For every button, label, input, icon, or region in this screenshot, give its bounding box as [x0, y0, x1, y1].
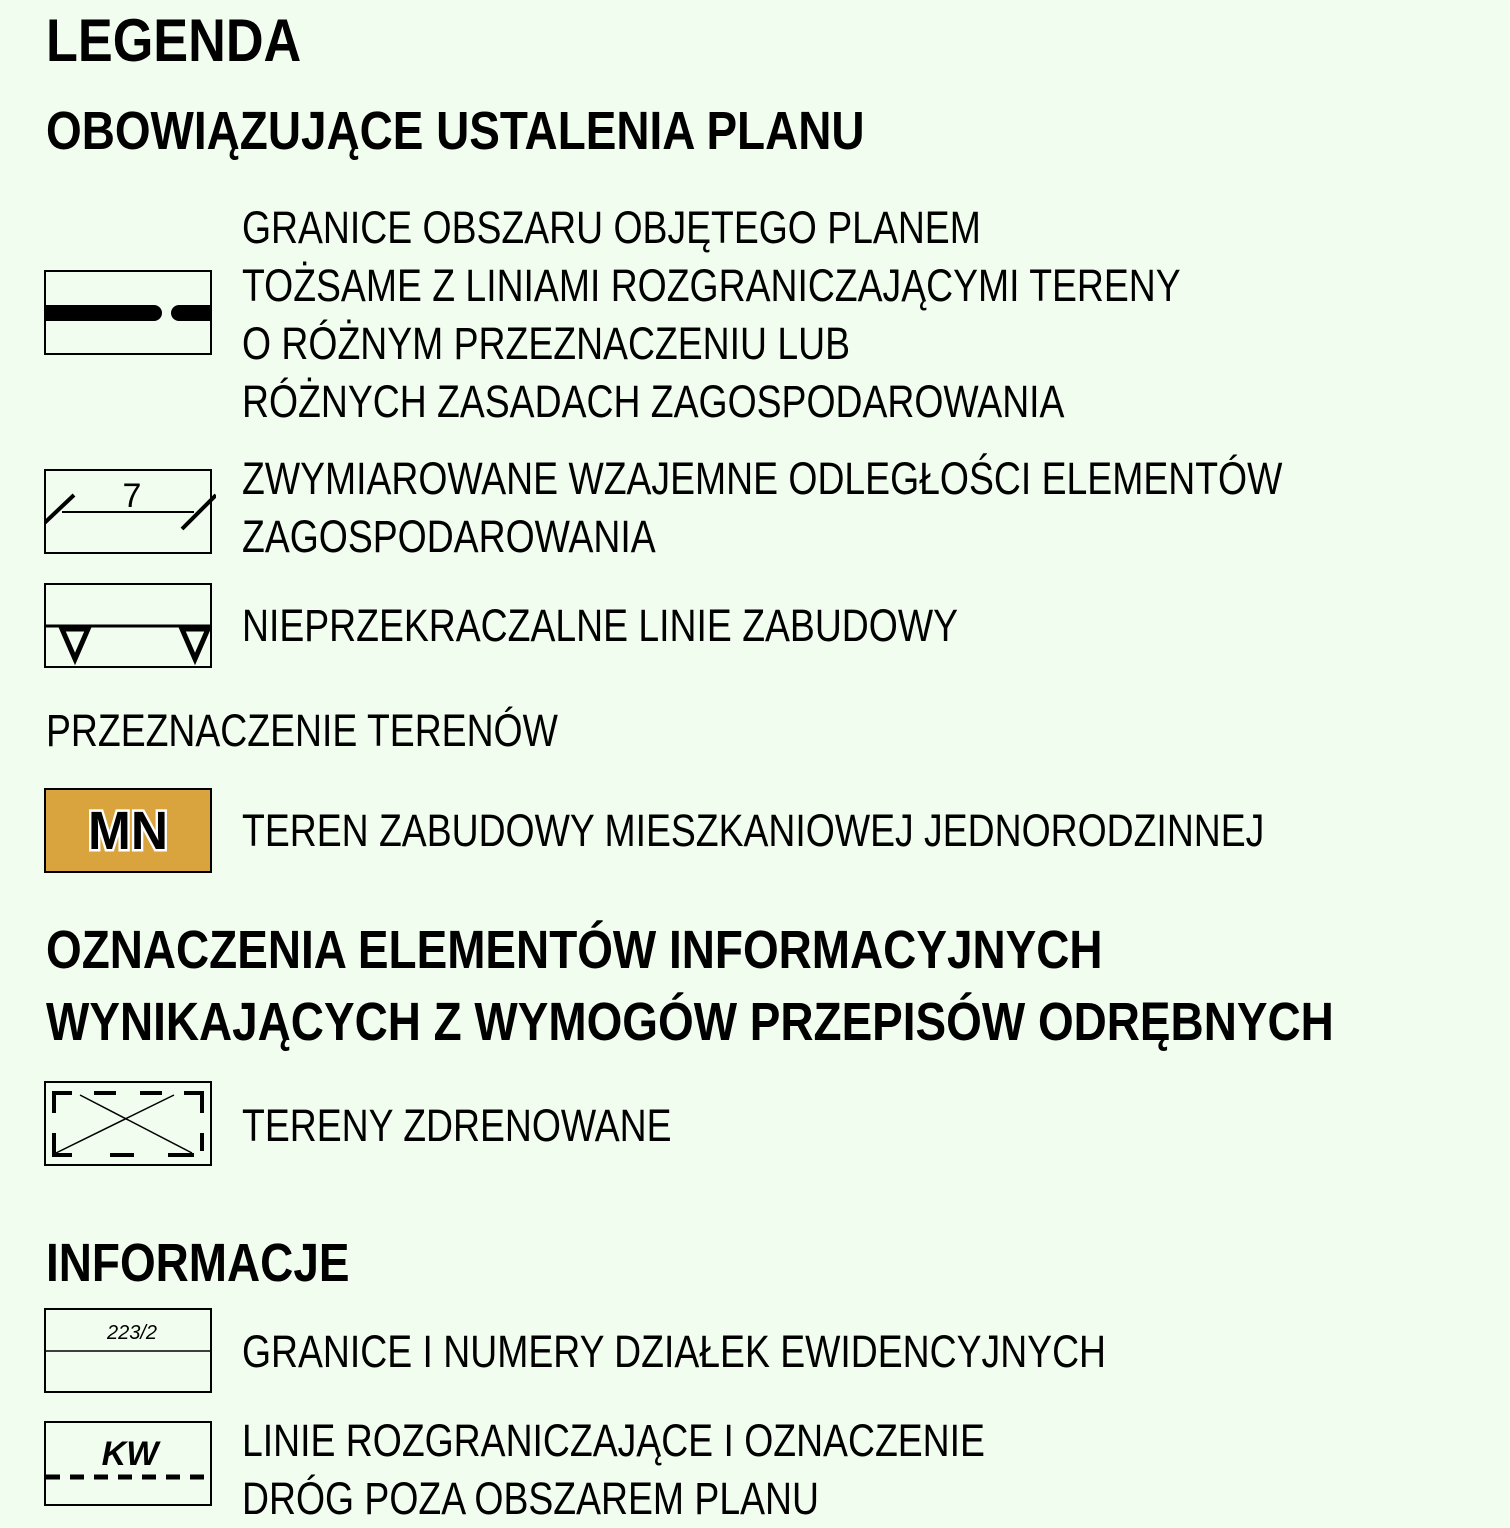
dimension-line-2: ZAGOSPODAROWANIA	[242, 511, 656, 562]
drained-label: TERENY ZDRENOWANE	[242, 1100, 672, 1151]
section-heading-binding: OBOWIĄZUJĄCE USTALENIA PLANU	[46, 101, 865, 161]
legend-title: LEGENDA	[46, 7, 302, 74]
section-heading-info: INFORMACJE	[46, 1233, 350, 1293]
mn-label: TEREN ZABUDOWY MIESZKANIOWEJ JEDNORODZINNEJ	[242, 805, 1265, 856]
roads-line-1: LINIE ROZGRANICZAJĄCE I OZNACZENIE	[242, 1415, 985, 1466]
parcel-number: 223/2	[106, 1322, 158, 1344]
roads-line-2: DRÓG POZA OBSZAREM PLANU	[242, 1473, 819, 1524]
road-code: KW	[101, 1435, 159, 1473]
building-line-label: NIEPRZEKRACZALNE LINIE ZABUDOWY	[242, 600, 959, 651]
dimension-line-1: ZWYMIAROWANE WZAJEMNE ODLEGŁOŚCI ELEMENTÓW	[242, 453, 1283, 504]
plan-boundary-line-1: GRANICE OBSZARU OBJĘTEGO PLANEM	[242, 202, 981, 253]
building-line-triangles-icon	[44, 583, 212, 667]
plan-boundary-line-3: O RÓŻNYM PRZEZNACZENIU LUB	[242, 318, 851, 369]
dimension-description	[242, 450, 1282, 566]
dimension-value: 7	[122, 477, 142, 515]
land-use-heading: PRZEZNACZENIE TERENÓW	[46, 705, 558, 756]
parcel-boundary-icon	[44, 1308, 212, 1392]
plan-boundary-description	[242, 199, 1181, 431]
mn-zone-swatch	[44, 788, 212, 872]
plan-boundary-line-2: TOŻSAME Z LINIAMI ROZGRANICZAJĄCYMI TERENY	[242, 260, 1181, 311]
drained-area-icon	[44, 1081, 212, 1165]
plan-boundary-line-4: RÓŻNYCH ZASADACH ZAGOSPODAROWANIA	[242, 376, 1065, 427]
section-info-elements-line-2: WYNIKAJĄCYCH Z WYMOGÓW PRZEPISÓW ODRĘBNYCH	[46, 992, 1334, 1052]
road-boundary-icon	[44, 1421, 212, 1505]
section-heading-info-elements	[46, 914, 1334, 1058]
roads-description	[242, 1412, 985, 1528]
mn-code: MN	[88, 801, 168, 861]
thick-dashed-line-icon	[44, 270, 212, 354]
dimension-line-icon	[44, 469, 212, 553]
section-info-elements-line-1: OZNACZENIA ELEMENTÓW INFORMACYJNYCH	[46, 920, 1103, 980]
parcels-label: GRANICE I NUMERY DZIAŁEK EWIDENCYJNYCH	[242, 1326, 1107, 1377]
